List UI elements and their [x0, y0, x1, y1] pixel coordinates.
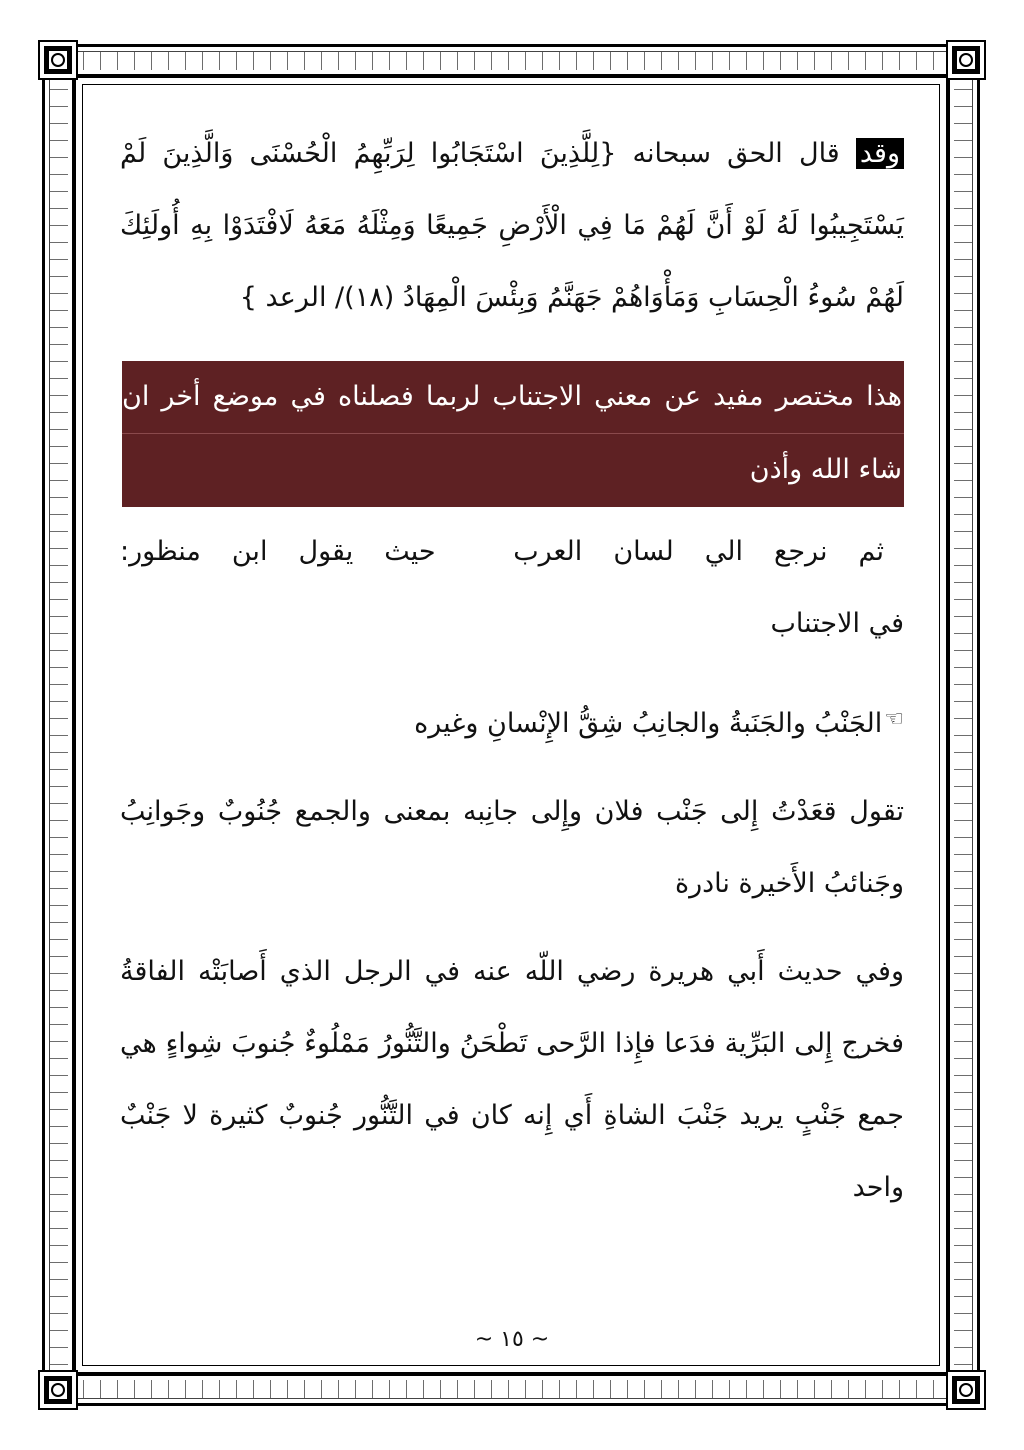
definition-paragraph: [120, 684, 904, 760]
return-line-2: في الاجتناب: [770, 608, 904, 639]
frame-corner-ornament-icon: [946, 1370, 986, 1410]
verse-text: قال الحق سبحانه {لِلَّذِينَ اسْتَجَابُوا لِرَبِّهِمُ الْحُسْنَى وَالَّذِينَ لَمْ يَسْتَجِيبُوا لَهُ لَوْ أَنَّ لَهُمْ مَا فِي الْأَرْضِ جَمِيعًا وَمِثْلَهُ مَعَهُ لَافْتَدَوْا بِهِ أُولَئِكَ لَهُمْ سُوءُ الْحِسَابِ وَمَأْوَاهُمْ جَهَنَّمُ وَبِئْسَ الْمِهَادُ (١٨)/ الرعد }: [120, 138, 904, 313]
frame-corner-ornament-icon: [38, 40, 78, 80]
note-box-line-1: هذا مختصر مفيد عن معني الاجتناب لربما فصلناه في موضع أخر ان: [122, 381, 902, 412]
return-paragraph: [120, 516, 904, 660]
frame-corner-ornament-icon: [946, 40, 986, 80]
usage-text: تقول قعَدْتُ إِلى جَنْب فلان وإِلى جانِبه بمعنى والجمع جُنُوبٌ وجَوانِبُ وجَنائبُ الأَخيرة نادرة: [120, 796, 904, 899]
usage-paragraph: [120, 776, 904, 920]
hand-pointing-icon: ☜: [884, 707, 904, 732]
hadith-text: وفي حديث أَبي هريرة رضي اللّه عنه في الرجل الذي أَصابَتْه الفاقةُ فخرج إِلى البَرِّية فدَعا فإِذا الرَّحى تَطْحَنُ والتَّنُّورُ مَمْلُوءٌ جُنوبَ شِواءٍ هي جمع جَنْبٍ يريد جَنْبَ الشاةِ أَي إِنه كان في التَّنُّور جُنوبٌ كثيرة لا جَنْبٌ واحد: [120, 956, 904, 1203]
verse-highlight-tag: وقد: [856, 138, 904, 169]
hadith-paragraph: [120, 936, 904, 1224]
page-number: ~ ١٥ ~: [474, 1327, 550, 1352]
return-line-1: ثم نرجع الي لسان العرب حيث يقول ابن منظور:: [120, 536, 884, 567]
note-box: [122, 361, 904, 507]
frame-corner-ornament-icon: [38, 1370, 78, 1410]
verse-paragraph: [120, 118, 904, 334]
note-box-line-2: شاء الله وأذن: [749, 454, 902, 485]
definition-text: الجَنْبُ والجَنَبةُ والجانِبُ شِقُّ الإِنْسانِ وغيره: [414, 708, 883, 739]
